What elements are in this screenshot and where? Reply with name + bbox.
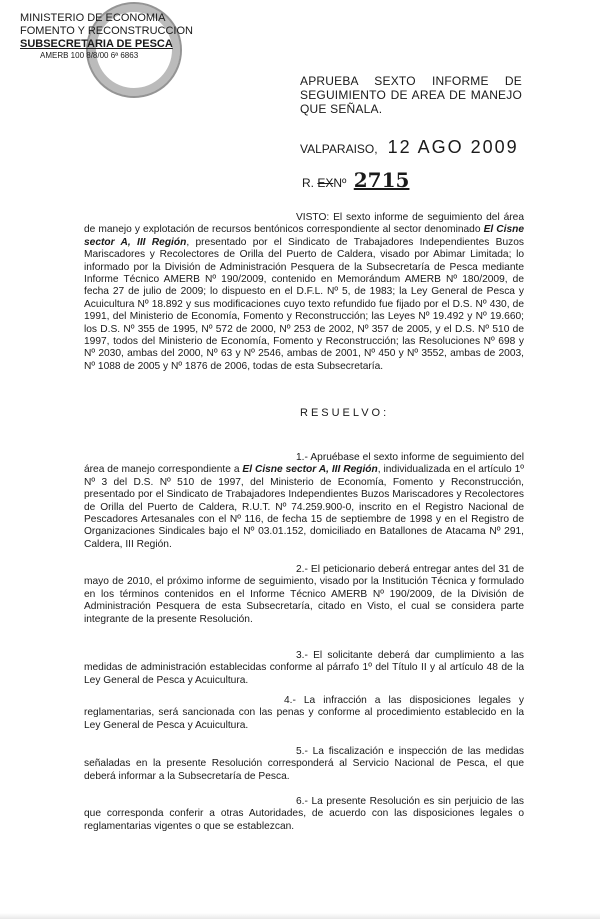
letterhead-ministry: MINISTERIO DE ECONOMIA xyxy=(20,12,166,24)
item-4 xyxy=(84,695,524,732)
letterhead-fomento: FOMENTO Y RECONSTRUCCION xyxy=(20,25,193,37)
item-1-rest: , individualizada en el artículo 1º Nº 3 del D.S. Nº 510 de 1997, del Ministerio de Economía, Fomento y Reconstrucción, presentado por el Sindicato de Trabajadores Independientes Buzos Mariscadores y Recolectores de Orilla del Puerto de Caldera, R.U.T. Nº 74.259.900-0, inscrito en el Registro Nacional de Pescadores Artesanales con el Nº 116, de fecha 15 de septiembre de 1998 y en el Registro de Organizaciones Sindicales bajo el Nº 03.01.152, domiciliado en Batallones de Atacama Nº 291, Caldera, III Región. xyxy=(84,464,525,550)
resolution-suffix: Nº xyxy=(333,176,347,190)
letterhead-reference: AMERB 100 8/8/00 6ª 6863 xyxy=(40,51,139,60)
date-stamp: 12 AGO 2009 xyxy=(387,137,519,157)
resolution-prefix: R. xyxy=(302,176,314,190)
item-3-text: 3.- El solicitante deberá dar cumplimiento a las medidas de administración establecidas conforme al párrafo 1º del Título II y al artículo 48 de la Ley General de Pesca y Acuicultura. xyxy=(84,650,524,686)
scan-edge xyxy=(0,913,600,919)
visto-rest: , presentado por el Sindicato de Trabajadores Independientes Buzos Mariscadores y Recolectores de Orilla del Puerto de Caldera, visado por Abimar Limitada; lo informado por la División de Administración Pesquera de la Subsecretaría de Pesca mediante Informe Técnico AMERB Nº 190/2009, contenido en Memorándum AMERB Nº 180/2009, de fecha 27 de julio de 2009; lo dispuesto en el D.F.L. Nº 5, de 1983; la Ley General de Pesca y Acuicultura Nº 18.892 y sus modificaciones cuyo texto refundido fue fijado por el D.S. Nº 430, de 1991, del Ministerio de Economía, Fomento y Reconstrucción; las Leyes Nº 19.492 y Nº 19.660; los D.S. Nº 355 de 1995, Nº 572 de 2000, Nº 253 de 2002, Nº 357 de 2005, y el D.S. Nº 510 de 1997, todos del Ministerio de Economía, Fomento y Reconstrucción; las Resoluciones Nº 698 y Nº 2030, ambas del 2000, Nº 63 y Nº 2546, ambas de 2001, Nº 450 y Nº 3552, ambas de 2003, Nº 1088 de 2005 y Nº 1876 de 2006, todas de esta Subsecretaría. xyxy=(84,236,524,372)
visto-paragraph xyxy=(84,212,524,373)
item-6 xyxy=(84,796,524,833)
visto-lead: VISTO: El sexto informe de seguimiento del área de manejo y explotación de recursos bentónicos correspondiente al sector denominado xyxy=(84,212,524,236)
date-city: VALPARAISO, xyxy=(300,142,378,156)
letterhead-subsecretaria: SUBSECRETARIA DE PESCA xyxy=(20,38,173,50)
resuelvo-heading: RESUELVO: xyxy=(300,407,390,419)
item-2 xyxy=(84,564,524,626)
item-1 xyxy=(84,452,524,551)
item-5 xyxy=(84,746,524,783)
item-5-text: 5.- La fiscalización e inspección de las medidas señaladas en la presente Resolución corresponderá al Servicio Nacional de Pesca, el que deberá informar a la Subsecretaría de Pesca. xyxy=(84,746,524,782)
document-title: APRUEBA SEXTO INFORME DE SEGUIMIENTO DE AREA DE MANEJO QUE SEÑALA. xyxy=(300,74,522,116)
date-line xyxy=(300,137,519,158)
item-4-text: 4.- La infracción a las disposiciones legales y reglamentarias, será sancionada con las penas y conforme al procedimiento establecido en la Ley General de Pesca y Acuicultura. xyxy=(84,695,524,731)
item-3 xyxy=(84,650,524,687)
resolution-number-value: 2715 xyxy=(353,168,410,192)
letterhead xyxy=(20,12,220,61)
visto-sector: El Cisne sector A, III Región xyxy=(84,224,524,248)
resolution-number xyxy=(302,168,409,192)
item-2-text: 2.- El peticionario deberá entregar antes del 31 de mayo de 2010, el próximo informe de seguimiento, visado por la Institución Técnica y formulado en los términos contenidos en el Informe Técnico AMERB Nº 190/2009, de la División de Administración Pesquera de esta Subsecretaría, citado en Visto, el cual se considera parte integrante de la presente Resolución. xyxy=(84,564,524,625)
item-1-lead: 1.- Apruébase el sexto informe de seguimiento del área de manejo correspondiente a xyxy=(84,452,524,476)
item-1-sector: El Cisne sector A, III Región xyxy=(242,464,378,476)
resolution-struck: EX xyxy=(317,176,334,190)
item-6-text: 6.- La presente Resolución es sin perjuicio de las que corresponda conferir a otras Autoridades, de acuerdo con las disposiciones legales o reglamentarias vigentes o que se establezcan. xyxy=(84,796,524,832)
